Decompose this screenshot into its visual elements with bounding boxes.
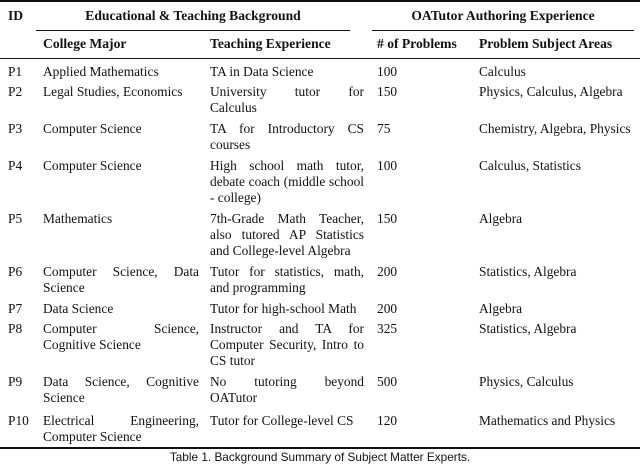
row-problem-count: 100 — [377, 64, 398, 79]
row-problem-count: 100 — [377, 158, 398, 173]
bottom-rule — [0, 447, 640, 449]
row-id: P9 — [8, 374, 23, 389]
header-educational-background: Educational & Teaching Background — [85, 8, 301, 23]
row-teaching-experience: TA in Data Science — [210, 64, 314, 79]
row-teaching-experience: Instructor and TA for Computer Security, Intro to CS tutor — [210, 321, 364, 368]
row-problem-count: 200 — [377, 301, 398, 316]
row-subject-areas: Physics, Calculus, Algebra — [479, 84, 623, 99]
row-subject-areas: Statistics, Algebra — [479, 321, 577, 336]
row-problem-count: 150 — [377, 211, 398, 226]
row-college-major: Computer Science — [43, 158, 142, 173]
table-caption: Table 1. Background Summary of Subject Matter Experts. — [169, 450, 471, 464]
row-subject-areas: Calculus — [479, 64, 526, 79]
row-teaching-experience: High school math tutor, debate coach (middle school - college) — [210, 158, 364, 205]
row-college-major: Computer Science, Cognitive Science — [43, 321, 199, 352]
row-teaching-experience: University tutor for Calculus — [210, 84, 364, 115]
row-subject-areas: Mathematics and Physics — [479, 413, 616, 428]
row-problem-count: 325 — [377, 321, 398, 336]
row-college-major: Electrical Engineering, Computer Science — [43, 413, 199, 444]
row-college-major: Mathematics — [43, 211, 113, 226]
row-college-major: Applied Mathematics — [43, 64, 159, 79]
row-subject-areas: Statistics, Algebra — [479, 264, 577, 279]
row-subject-areas: Algebra — [479, 301, 523, 316]
row-problem-count: 75 — [377, 121, 391, 136]
row-id: P6 — [8, 264, 23, 279]
column-header-subject-areas: Problem Subject Areas — [479, 36, 613, 51]
row-college-major: Data Science — [43, 301, 114, 316]
row-teaching-experience: Tutor for College-level CS — [210, 413, 354, 428]
group-rule-edu — [36, 30, 350, 31]
row-id: P8 — [8, 321, 23, 336]
header-oatutor-experience: OATutor Authoring Experience — [411, 8, 595, 23]
row-id: P5 — [8, 211, 23, 226]
row-problem-count: 500 — [377, 374, 398, 389]
row-id: P7 — [8, 301, 23, 316]
row-id: P10 — [8, 413, 29, 428]
header-rule — [0, 58, 640, 59]
row-college-major: Computer Science — [43, 121, 142, 136]
row-problem-count: 200 — [377, 264, 398, 279]
row-college-major: Data Science, Cognitive Science — [43, 374, 199, 405]
row-subject-areas: Algebra — [479, 211, 523, 226]
header-id: ID — [8, 8, 24, 23]
row-teaching-experience: TA for Introductory CS courses — [210, 121, 364, 152]
row-id: P3 — [8, 121, 23, 136]
row-teaching-experience: Tutor for high-school Math — [210, 301, 357, 316]
row-problem-count: 150 — [377, 84, 398, 99]
row-id: P4 — [8, 158, 23, 173]
row-problem-count: 120 — [377, 413, 398, 428]
row-id: P2 — [8, 84, 23, 99]
column-header-problem-count: # of Problems — [377, 36, 457, 51]
row-teaching-experience: Tutor for statistics, math, and programming — [210, 264, 364, 295]
row-college-major: Computer Science, Data Science — [43, 264, 199, 295]
row-id: P1 — [8, 64, 23, 79]
top-rule — [0, 0, 640, 2]
column-header-college-major: College Major — [43, 36, 127, 51]
row-teaching-experience: No tutoring beyond OATutor — [210, 374, 364, 405]
group-rule-oat — [372, 30, 634, 31]
row-subject-areas: Physics, Calculus — [479, 374, 574, 389]
row-subject-areas: Chemistry, Algebra, Physics — [479, 121, 631, 136]
row-teaching-experience: 7th-Grade Math Teacher, also tutored AP Statistics and College-level Algebra — [210, 211, 364, 258]
row-college-major: Legal Studies, Economics — [43, 84, 183, 99]
row-subject-areas: Calculus, Statistics — [479, 158, 581, 173]
column-header-teaching-experience: Teaching Experience — [210, 36, 331, 51]
